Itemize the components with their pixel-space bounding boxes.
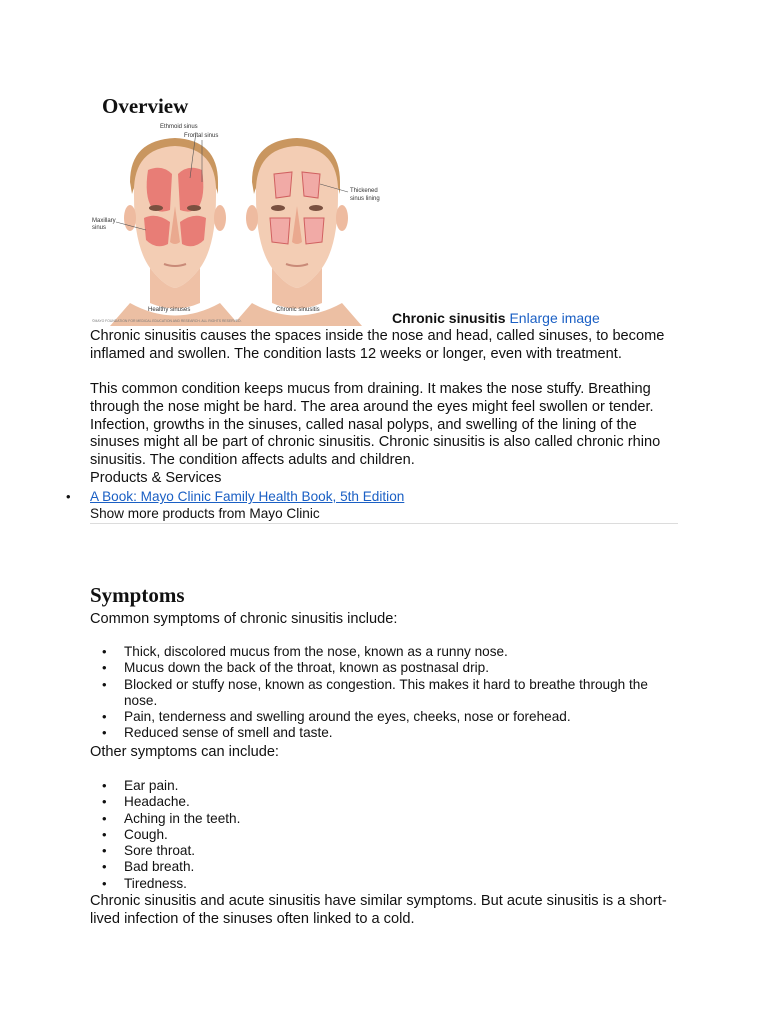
label-maxillary-1: Maxillary (92, 218, 116, 224)
list-item: • Blocked or stuffy nose, known as congestion. This makes it hard to breathe through the nose. (124, 677, 684, 710)
label-chronic-sinusitis: Chronic sinusitis (276, 307, 320, 313)
list-item (90, 488, 404, 505)
show-more-products[interactable]: Show more products from Mayo Clinic (90, 506, 320, 521)
list-item: • Bad breath. (124, 859, 684, 875)
label-maxillary-2: sinus (92, 225, 107, 231)
list-item: • Aching in the teeth. (124, 811, 684, 827)
mayo-book-link[interactable]: A Book: Mayo Clinic Family Health Book, 5th Edition (90, 489, 405, 504)
label-frontal-sinus: Frontal sinus (184, 133, 219, 139)
sinus-illustration[interactable] (90, 118, 390, 326)
other-symptoms-intro: Other symptoms can include: (90, 744, 279, 760)
copyright-text: ©MAYO FOUNDATION FOR MEDICAL EDUCATION AND RESEARCH. ALL RIGHTS RESERVED. (92, 319, 242, 323)
overview-paragraph-2: This common condition keeps mucus from draining. It makes the nose stuffy. Breathing through the nose might be hard. The area around the eyes might feel swollen or tender. Infection, growths in the sinuses, called nasal polyps, and swelling of the lining of the sinuses might all be part of chronic sinusitis. Chronic sinusitis is also called chronic rhino sinusitis. The condition affects adults and children. (90, 381, 661, 469)
caption-title: Chronic sinusitis (392, 310, 506, 326)
symptoms-closing-paragraph: Chronic sinusitis and acute sinusitis have similar symptoms. But acute sinusitis is a short-lived infection of the sinuses often linked to a cold. (90, 893, 667, 927)
symptoms-heading: Symptoms (90, 583, 185, 607)
other-symptoms-list (124, 778, 684, 892)
products-list (90, 488, 404, 505)
enlarge-image-link[interactable]: Enlarge image (509, 310, 600, 326)
label-thickened-2: sinus lining (350, 196, 380, 202)
list-item: • Tiredness. (124, 876, 684, 892)
healthy-head-illustration (110, 132, 240, 326)
products-services-heading: Products & Services (90, 470, 222, 486)
label-ethmoid-sinus: Ethmoid sinus (160, 124, 198, 130)
list-item: • Thick, discolored mucus from the nose, known as a runny nose. (124, 644, 684, 660)
figure-caption (392, 310, 600, 326)
list-item: • Pain, tenderness and swelling around the eyes, cheeks, nose or forehead. (124, 709, 684, 725)
symptoms-list (124, 644, 684, 742)
list-item: • Reduced sense of smell and taste. (124, 725, 684, 741)
label-thickened-1: Thickened (350, 188, 378, 194)
chronic-head-illustration (232, 138, 362, 326)
overview-heading: Overview (102, 94, 189, 118)
list-item: • Sore throat. (124, 843, 684, 859)
list-item: • Ear pain. (124, 778, 684, 794)
list-item: • Cough. (124, 827, 684, 843)
list-item: • Headache. (124, 794, 684, 810)
overview-paragraph-1: Chronic sinusitis causes the spaces inside the nose and head, called sinuses, to become inflamed and swollen. The condition lasts 12 weeks or longer, even with treatment. (90, 328, 665, 362)
divider (90, 523, 678, 524)
list-item: • Mucus down the back of the throat, known as postnasal drip. (124, 660, 684, 676)
label-healthy-sinuses: Healthy sinuses (148, 307, 191, 313)
symptoms-intro: Common symptoms of chronic sinusitis include: (90, 611, 398, 627)
